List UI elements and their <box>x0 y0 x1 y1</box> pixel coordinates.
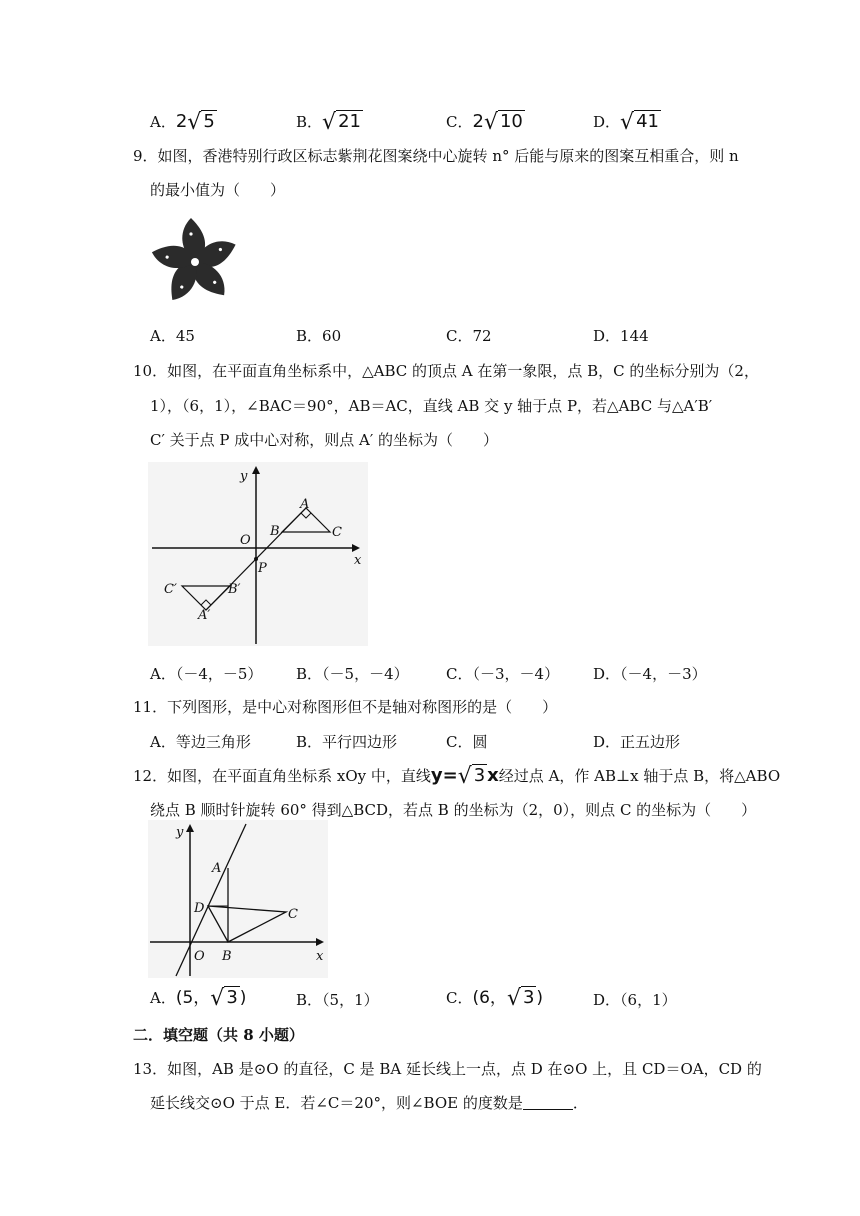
label-o: O <box>240 533 251 548</box>
option-radicand: 5 <box>203 111 215 132</box>
q8-option-b <box>296 112 363 133</box>
option-text: （6，1） <box>620 991 677 1009</box>
equation-y: y= <box>430 765 458 786</box>
sqrt-symbol: √ 10 <box>483 110 523 135</box>
q12-option-a <box>150 988 246 1009</box>
equation-radicand: 3 <box>473 765 486 786</box>
q9-line1: 9．如图，香港特别行政区标志紫荆花图案绕中心旋转 n° 后能与原来的图案互相重合，则 n <box>133 147 739 165</box>
option-text-a: (6， <box>472 988 507 1008</box>
q12-line1-part-a: 12．如图，在平面直角坐标系 xOy 中，直线 <box>133 767 431 785</box>
q11-line1: 11．下列图形，是中心对称图形但不是轴对称图形的是（ ） <box>133 698 558 716</box>
option-text-a: (5， <box>175 988 211 1008</box>
q11-option-c: C．圆 <box>446 733 488 751</box>
option-letter: B． <box>296 113 323 131</box>
option-radicand: 41 <box>636 111 659 132</box>
option-radicand: 3 <box>226 987 238 1008</box>
option-letter: A． <box>150 113 176 131</box>
label-y: y <box>240 469 248 484</box>
label-a-prime: A′ <box>198 608 211 623</box>
label-a: A <box>212 861 222 876</box>
q10-line2: 1），（6，1），∠BAC＝90°，AB＝AC，直线 AB 交 y 轴于点 P，若△ABC 与△A′B′ <box>150 397 713 415</box>
sqrt-symbol: √ 3 <box>210 986 238 1011</box>
q13-line2-end: ． <box>572 1094 588 1112</box>
option-coef: 2 <box>472 111 484 132</box>
option-text-b: ) <box>239 988 247 1008</box>
q10-option-b: B．（－5，－4） <box>296 665 409 683</box>
label-b: B <box>222 949 232 964</box>
option-radicand: 10 <box>499 111 523 132</box>
option-text: （5，1） <box>322 991 379 1009</box>
q9-option-b: B．60 <box>296 327 342 345</box>
q9-line2: 的最小值为（ ） <box>150 181 286 199</box>
sqrt-symbol: √ 3 <box>457 764 486 789</box>
sqrt-symbol: √ 21 <box>322 110 361 135</box>
q9-option-a: A．45 <box>150 327 195 345</box>
option-coef: 2 <box>175 111 188 132</box>
q8-option-d <box>593 112 661 133</box>
answer-blank[interactable] <box>523 1095 573 1110</box>
q12-option-d <box>593 990 677 1010</box>
q11-option-a: A．等边三角形 <box>150 733 251 751</box>
q11-option-d: D．正五边形 <box>593 733 681 751</box>
option-letter: C． <box>446 113 473 131</box>
option-text-b: ) <box>536 988 544 1008</box>
q13-line1: 13．如图，AB 是⊙O 的直径，C 是 BA 延长线上一点，点 D 在⊙O 上，且 CD＝OA，CD 的 <box>133 1060 762 1078</box>
q12-line1-part-b: 经过点 A，作 AB⊥x 轴于点 B，将△ABO <box>498 767 781 785</box>
q10-line1: 10．如图，在平面直角坐标系中，△ABC 的顶点 A 在第一象限，点 B，C 的坐标分别为（2， <box>133 362 759 380</box>
label-x: x <box>316 949 324 964</box>
q10-coordinate-figure <box>148 462 368 646</box>
q9-option-c: C．72 <box>446 327 492 345</box>
label-b: B <box>270 524 280 539</box>
q12-line2: 绕点 B 顺时针旋转 60° 得到△BCD，若点 B 的坐标为（2，0），则点 C 的坐标为（ ） <box>150 801 757 819</box>
option-radicand: 3 <box>522 987 535 1008</box>
q12-option-c <box>446 988 543 1009</box>
sqrt-symbol: √ 3 <box>506 986 535 1011</box>
q9-option-d: D．144 <box>593 327 649 345</box>
bauhinia-flower-figure <box>148 212 242 308</box>
label-a: A <box>300 497 310 512</box>
option-letter: C． <box>446 989 473 1007</box>
section-title: 二．填空题（共 8 小题） <box>133 1026 304 1044</box>
label-x: x <box>354 553 362 568</box>
sqrt-symbol: √ 41 <box>620 110 659 135</box>
option-letter: A． <box>150 989 176 1007</box>
equation-x: x <box>487 765 499 786</box>
q12-coordinate-figure <box>148 820 328 978</box>
label-b-prime: B′ <box>228 582 241 597</box>
q13-line2-text: 延长线交⊙O 于点 E．若∠C＝20°，则∠BOE 的度数是 <box>150 1094 523 1112</box>
q10-option-d: D．（－4，－3） <box>593 665 707 683</box>
label-c: C <box>332 525 342 540</box>
option-letter: D． <box>593 113 621 131</box>
label-c-prime: C′ <box>164 582 177 597</box>
q11-option-b: B．平行四边形 <box>296 733 398 751</box>
q8-option-c <box>446 112 525 133</box>
label-p: P <box>258 561 267 576</box>
q10-option-c: C．（－3，－4） <box>446 665 560 683</box>
q12-option-b <box>296 990 379 1010</box>
option-letter: B． <box>296 991 323 1009</box>
q13-line2 <box>150 1093 588 1113</box>
sqrt-symbol: √ 5 <box>187 110 215 135</box>
q10-line3: C′ 关于点 P 成中心对称，则点 A′ 的坐标为（ ） <box>150 431 499 449</box>
option-radicand: 21 <box>338 111 361 132</box>
label-y: y <box>176 825 184 840</box>
label-c: C <box>288 907 298 922</box>
label-d: D <box>194 901 205 916</box>
q8-option-a <box>150 112 217 133</box>
q10-option-a: A．（－4，－5） <box>150 665 263 683</box>
q12-line1 <box>133 766 780 787</box>
label-o: O <box>194 949 205 964</box>
option-letter: D． <box>593 991 621 1009</box>
